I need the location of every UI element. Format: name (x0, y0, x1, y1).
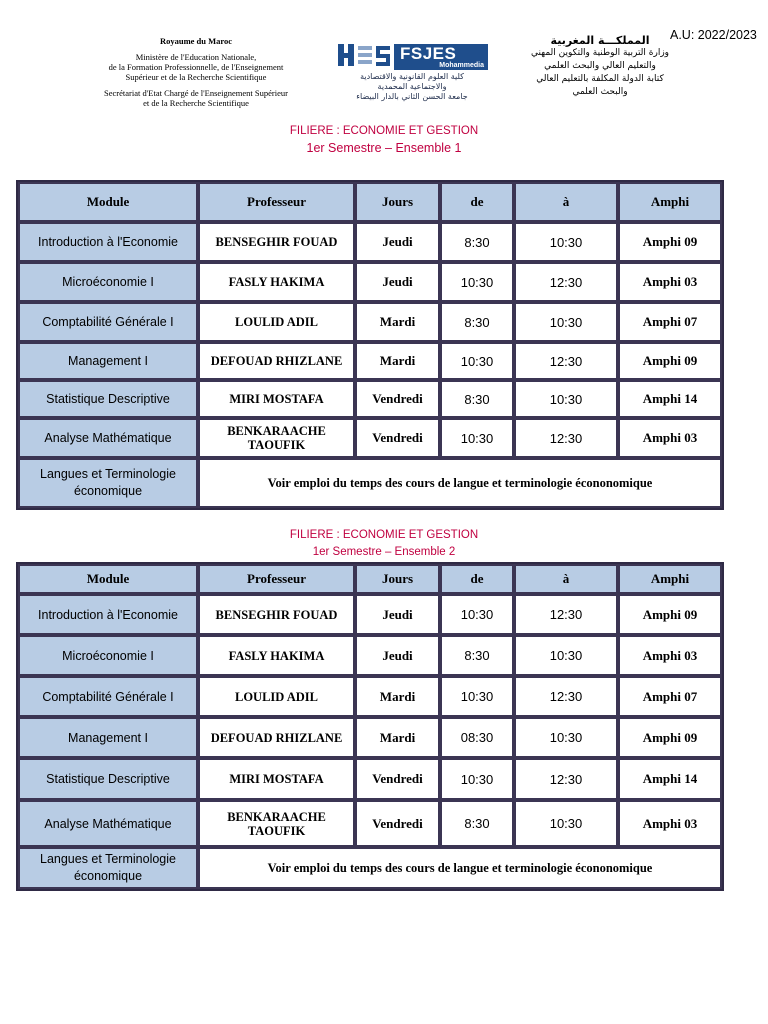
column-header: de (440, 182, 514, 222)
professor-cell (198, 800, 355, 847)
secretariat-line: Secrétariat d'Etat Chargé de l'Enseignement Supérieur (104, 88, 288, 98)
amphi-cell: Amphi 09 (618, 222, 722, 262)
column-header: Professeur (198, 182, 355, 222)
module-cell: Comptabilité Générale I (18, 302, 198, 342)
professor-name-line: BENKARAACHE (227, 809, 326, 824)
start-time-cell: 8:30 (440, 222, 514, 262)
end-time-cell: 12:30 (514, 758, 618, 800)
table-header-row (18, 564, 722, 594)
column-header: Amphi (618, 564, 722, 594)
kingdom-title-fr: Royaume du Maroc (159, 36, 233, 46)
amphi-cell: Amphi 07 (618, 676, 722, 717)
ministry-line-ar: وزارة التربية الوطنية والتكوين المهني (530, 48, 670, 58)
ministry-header-fr (96, 36, 296, 108)
start-time-cell: 8:30 (440, 635, 514, 676)
logo-ar-line: جامعة الحسن الثاني بالدار البيضاء (356, 92, 468, 101)
module-cell: Analyse Mathématique (18, 800, 198, 847)
column-header: Professeur (198, 564, 355, 594)
table-row (18, 302, 722, 342)
module-cell: Microéconomie I (18, 635, 198, 676)
amphi-cell: Amphi 09 (618, 594, 722, 635)
filiere-label: FILIERE : ECONOMIE ET GESTION (289, 529, 479, 541)
end-time-cell: 12:30 (514, 262, 618, 302)
academic-year: A.U: 2022/2023 (670, 28, 757, 42)
column-header: à (514, 564, 618, 594)
table-row (18, 594, 722, 635)
kingdom-title-ar: المملكـــة المغربية (550, 34, 650, 47)
start-time-cell: 10:30 (440, 342, 514, 380)
end-time-cell: 12:30 (514, 676, 618, 717)
table-row (18, 717, 722, 758)
module-cell: Microéconomie I (18, 262, 198, 302)
ministry-line: de la Formation Professionnelle, de l'Enseignement (108, 62, 284, 72)
table-header-row (18, 182, 722, 222)
logo-brand-box (394, 44, 488, 70)
start-time-cell: 10:30 (440, 676, 514, 717)
logo-sub-text: Mohammedia (439, 62, 484, 69)
langue-note-cell: Voir emploi du temps des cours de langue et terminologie écononomique (198, 458, 722, 508)
end-time-cell: 10:30 (514, 222, 618, 262)
amphi-cell: Amphi 09 (618, 717, 722, 758)
amphi-cell: Amphi 14 (618, 380, 722, 418)
ministry-header-ar (500, 34, 700, 99)
start-time-cell: 10:30 (440, 758, 514, 800)
ministry-line: Supérieur et de la Recherche Scientifique (125, 72, 267, 82)
logo-brand-text: FSJES (400, 44, 457, 63)
module-cell: Statistique Descriptive (18, 758, 198, 800)
start-time-cell: 8:30 (440, 380, 514, 418)
fsjes-logo (336, 42, 488, 102)
section-title-2 (0, 527, 768, 561)
end-time-cell: 10:30 (514, 302, 618, 342)
end-time-cell: 12:30 (514, 418, 618, 458)
module-cell: Statistique Descriptive (18, 380, 198, 418)
table-row (18, 418, 722, 458)
day-cell: Jeudi (355, 262, 440, 302)
university-emblem-icon (336, 42, 394, 72)
ministry-line-ar: كتابة الدولة المكلفة بالتعليم العالي (536, 74, 664, 84)
amphi-cell: Amphi 07 (618, 302, 722, 342)
professor-cell: DEFOUAD RHIZLANE (198, 342, 355, 380)
ensemble-label: 1er Semestre – Ensemble 2 (312, 546, 456, 558)
table-row (18, 262, 722, 302)
end-time-cell: 12:30 (514, 594, 618, 635)
section-title-1 (0, 123, 768, 157)
day-cell: Mardi (355, 676, 440, 717)
module-cell-langues (18, 458, 198, 508)
professor-name-line: TAOUFIK (247, 438, 306, 452)
start-time-cell: 10:30 (440, 262, 514, 302)
table-row (18, 800, 722, 847)
column-header: Amphi (618, 182, 722, 222)
amphi-cell: Amphi 14 (618, 758, 722, 800)
table-row (18, 380, 722, 418)
amphi-cell: Amphi 09 (618, 342, 722, 380)
table-row (18, 635, 722, 676)
day-cell: Vendredi (355, 418, 440, 458)
table-row-langues (18, 847, 722, 889)
day-cell: Vendredi (355, 380, 440, 418)
day-cell: Mardi (355, 342, 440, 380)
table-row (18, 342, 722, 380)
day-cell: Jeudi (355, 635, 440, 676)
professor-cell: FASLY HAKIMA (198, 262, 355, 302)
day-cell: Vendredi (355, 758, 440, 800)
table-row-langues (18, 458, 722, 508)
start-time-cell: 10:30 (440, 418, 514, 458)
langue-note-cell: Voir emploi du temps des cours de langue et terminologie écononomique (198, 847, 722, 889)
day-cell: Jeudi (355, 222, 440, 262)
ensemble-label: 1er Semestre – Ensemble 1 (306, 141, 462, 155)
column-header: de (440, 564, 514, 594)
filiere-label: FILIERE : ECONOMIE ET GESTION (289, 125, 479, 137)
module-cell: Introduction à l'Economie (18, 594, 198, 635)
professor-cell (198, 418, 355, 458)
column-header: Module (18, 182, 198, 222)
ministry-line-ar: والتعليم العالي والبحث العلمي (544, 61, 656, 71)
end-time-cell: 10:30 (514, 380, 618, 418)
logo-arabic-text (336, 72, 488, 102)
day-cell: Vendredi (355, 800, 440, 847)
end-time-cell: 12:30 (514, 342, 618, 380)
amphi-cell: Amphi 03 (618, 418, 722, 458)
logo-ar-line: كلية العلوم القانونية والاقتصادية (360, 72, 464, 81)
start-time-cell: 8:30 (440, 800, 514, 847)
end-time-cell: 10:30 (514, 717, 618, 758)
end-time-cell: 10:30 (514, 800, 618, 847)
module-line: Langues et Terminologie (40, 852, 176, 866)
table-row (18, 758, 722, 800)
start-time-cell: 10:30 (440, 594, 514, 635)
column-header: à (514, 182, 618, 222)
ministry-line: Ministère de l'Education Nationale, (135, 52, 257, 62)
amphi-cell: Amphi 03 (618, 262, 722, 302)
column-header: Module (18, 564, 198, 594)
professor-cell: LOULID ADIL (198, 676, 355, 717)
logo-ar-line: والاجتماعية المحمدية (377, 82, 447, 91)
column-header: Jours (355, 564, 440, 594)
table-row (18, 676, 722, 717)
professor-cell: LOULID ADIL (198, 302, 355, 342)
start-time-cell: 8:30 (440, 302, 514, 342)
schedule-table-ensemble-1 (16, 180, 724, 510)
professor-cell: DEFOUAD RHIZLANE (198, 717, 355, 758)
day-cell: Jeudi (355, 594, 440, 635)
professor-cell: MIRI MOSTAFA (198, 758, 355, 800)
module-cell: Management I (18, 717, 198, 758)
day-cell: Mardi (355, 717, 440, 758)
professor-cell: BENSEGHIR FOUAD (198, 594, 355, 635)
table-row (18, 222, 722, 262)
module-line: économique (73, 869, 143, 883)
professor-cell: BENSEGHIR FOUAD (198, 222, 355, 262)
professor-cell: FASLY HAKIMA (198, 635, 355, 676)
column-header: Jours (355, 182, 440, 222)
end-time-cell: 10:30 (514, 635, 618, 676)
secretariat-line: et de la Recherche Scientifique (143, 98, 249, 108)
module-line: Langues et Terminologie (40, 467, 176, 481)
start-time-cell: 08:30 (440, 717, 514, 758)
amphi-cell: Amphi 03 (618, 800, 722, 847)
schedule-table-ensemble-2 (16, 562, 724, 891)
ministry-line-ar: والبحث العلمي (572, 87, 628, 97)
day-cell: Mardi (355, 302, 440, 342)
module-cell: Comptabilité Générale I (18, 676, 198, 717)
module-cell-langues (18, 847, 198, 889)
module-cell: Introduction à l'Economie (18, 222, 198, 262)
professor-name-line: TAOUFIK (247, 823, 306, 838)
professor-name-line: BENKARAACHE (227, 424, 326, 438)
amphi-cell: Amphi 03 (618, 635, 722, 676)
module-cell: Analyse Mathématique (18, 418, 198, 458)
module-cell: Management I (18, 342, 198, 380)
professor-cell: MIRI MOSTAFA (198, 380, 355, 418)
module-line: économique (73, 484, 143, 498)
